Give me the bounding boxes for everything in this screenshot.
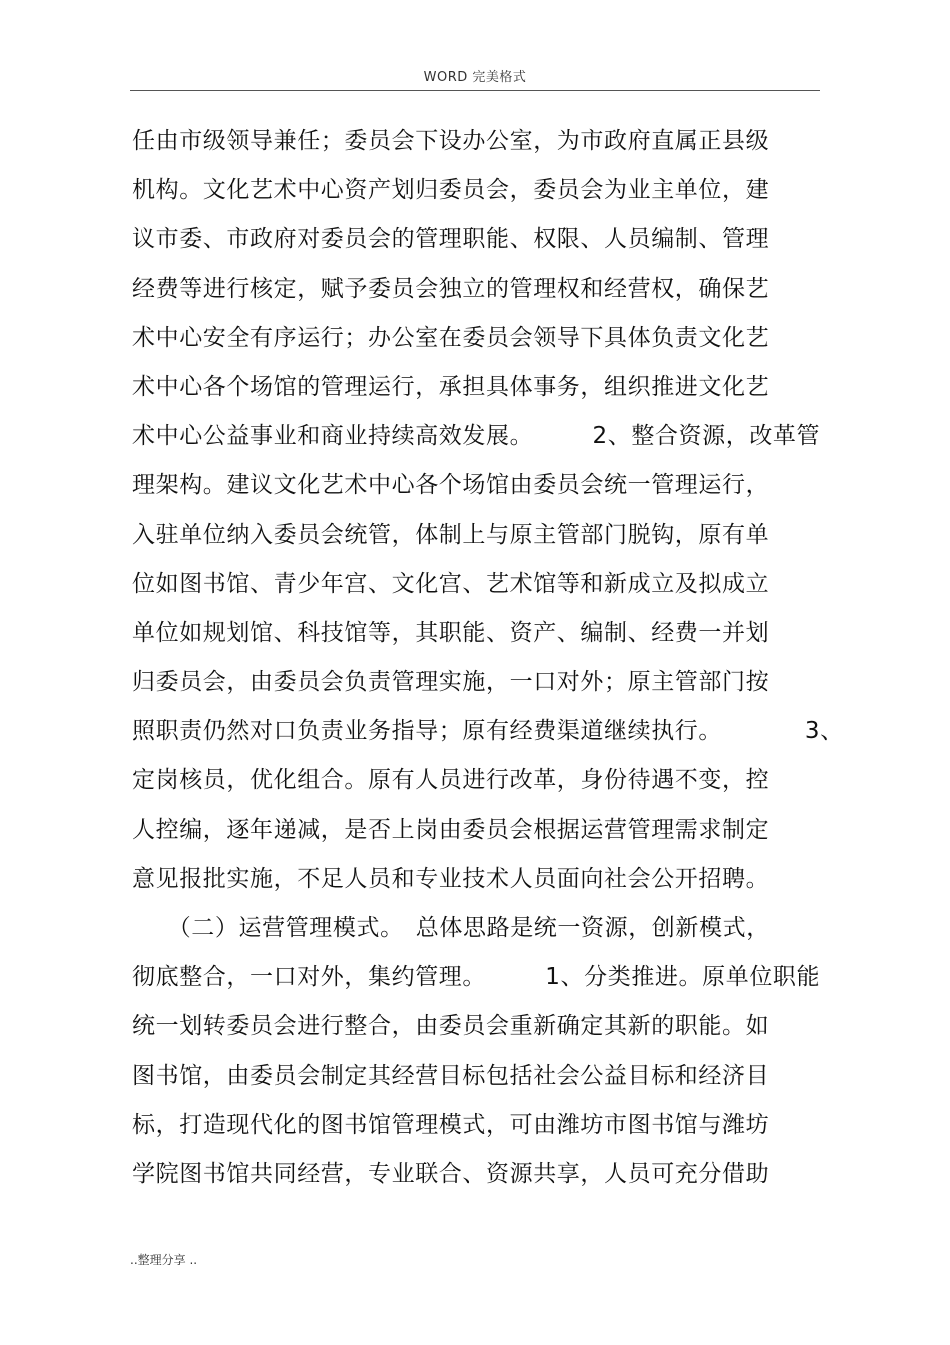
text-line: 彻底整合，一口对外，集约管理。 1、分类推进。原单位职能: [132, 964, 821, 991]
text-line: 理架构。建议文化艺术中心各个场馆由委员会统一管理运行，: [132, 472, 770, 499]
text-line: 定岗核员，优化组合。原有人员进行改革，身份待遇不变，控: [132, 767, 770, 794]
text-line: 图书馆，由委员会制定其经营目标包括社会公益目标和经济目: [132, 1062, 770, 1089]
text-line: 经费等进行核定，赋予委员会独立的管理权和经营权，确保艺: [132, 275, 770, 302]
text-line: 学院图书馆共同经营，专业联合、资源共享，人员可充分借助: [132, 1160, 770, 1187]
text-line: 术中心公益事业和商业持续高效发展。 2、整合资源，改革管: [132, 423, 821, 450]
text-line: 单位如规划馆、科技馆等，其职能、资产、编制、经费一并划: [132, 619, 770, 646]
text-line: 统一划转委员会进行整合，由委员会重新确定其新的职能。如: [132, 1013, 770, 1040]
text-line: （二）运营管理模式。 总体思路是统一资源，创新模式，: [132, 915, 770, 941]
text-line: 议市委、市政府对委员会的管理职能、权限、人员编制、管理: [132, 226, 770, 253]
page-footer: ..整理分享 ..: [130, 1253, 198, 1267]
text-line: 标，打造现代化的图书馆管理模式，可由潍坊市图书馆与潍坊: [132, 1111, 770, 1138]
text-line: 任由市级领导兼任；委员会下设办公室，为市政府直属正县级: [132, 128, 770, 154]
text-line: 入驻单位纳入委员会统管，体制上与原主管部门脱钩，原有单: [132, 521, 770, 548]
text-line: 位如图书馆、青少年宫、文化宫、艺术馆等和新成立及拟成立: [132, 570, 770, 597]
body-text: [132, 117, 844, 1199]
text-line: 术中心安全有序运行；办公室在委员会领导下具体负责文化艺: [132, 324, 770, 351]
page-header: WORD 完美格式: [423, 70, 527, 85]
header-rule: [130, 90, 820, 91]
text-line: 机构。文化艺术中心资产划归委员会，委员会为业主单位，建: [132, 177, 770, 204]
text-line: 术中心各个场馆的管理运行，承担具体事务，组织推进文化艺: [132, 373, 770, 400]
text-line: 人控编，逐年递减，是否上岗由委员会根据运营管理需求制定: [132, 816, 770, 843]
text-line: 归委员会，由委员会负责管理实施，一口对外；原主管部门按: [132, 669, 770, 696]
text-line: 意见报批实施，不足人员和专业技术人员面向社会公开招聘。: [132, 865, 770, 892]
text-line: 照职责仍然对口负责业务指导；原有经费渠道继续执行。 3、: [132, 718, 844, 745]
